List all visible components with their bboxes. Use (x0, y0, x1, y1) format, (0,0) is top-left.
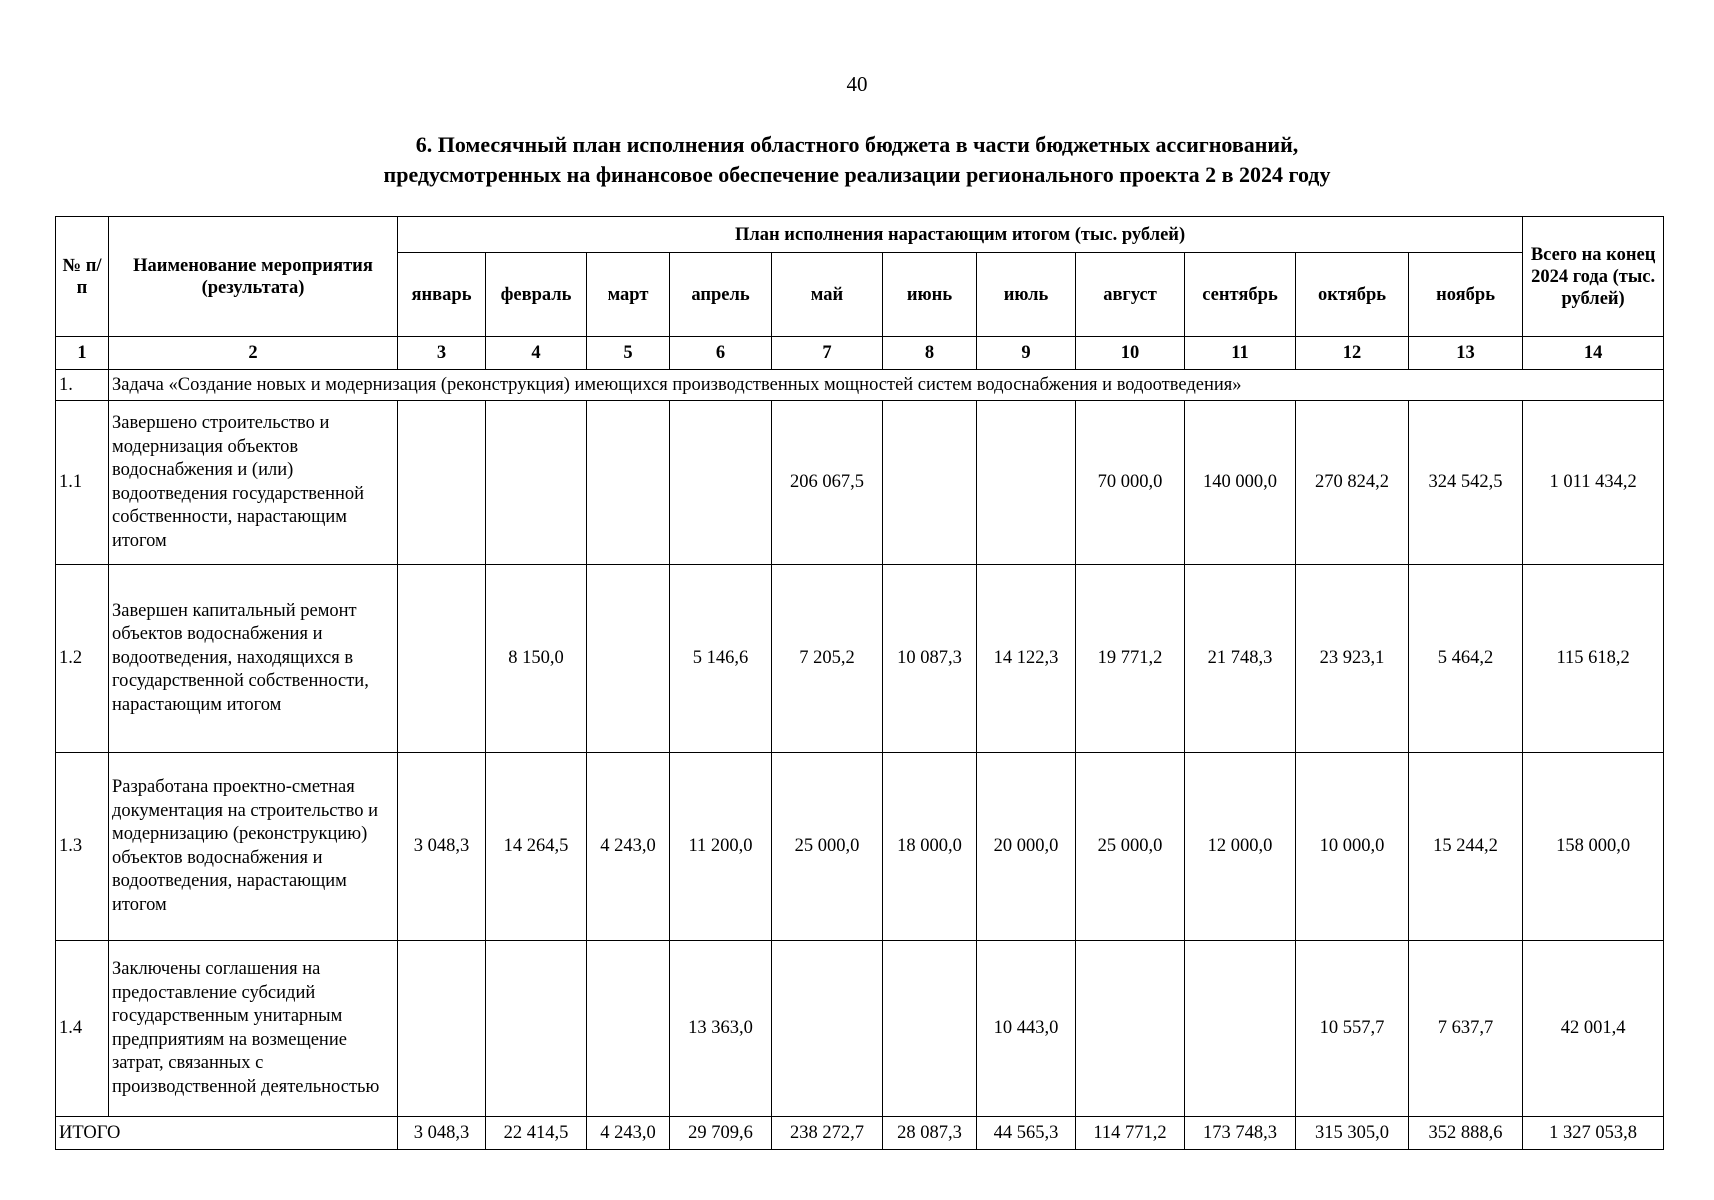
cell-value: 25 000,0 (1076, 753, 1185, 941)
column-number: 11 (1185, 337, 1296, 370)
header-name: Наименование мероприятия (результата) (109, 217, 398, 337)
cell-value: 10 557,7 (1296, 941, 1409, 1117)
header-month: январь (398, 253, 486, 337)
cell-value (486, 401, 587, 565)
title-line-2: предусмотренных на финансовое обеспечение реализации регионального проекта 2 в 2024 году (383, 162, 1331, 187)
cell-value: 18 000,0 (883, 753, 977, 941)
total-value: 22 414,5 (486, 1117, 587, 1150)
total-value: 28 087,3 (883, 1117, 977, 1150)
task-text: Задача «Создание новых и модернизация (реконструкция) имеющихся производственных мощностей систем водоснабжения и водоотведения» (109, 370, 1664, 401)
cell-total: 115 618,2 (1523, 565, 1664, 753)
row-name: Завершен капитальный ремонт объектов водоснабжения и водоотведения, находящихся в государственной собственности, нарастающим итогом (109, 565, 398, 753)
cell-value: 324 542,5 (1409, 401, 1523, 565)
cell-value: 14 122,3 (977, 565, 1076, 753)
header-month: май (772, 253, 883, 337)
header-month: февраль (486, 253, 587, 337)
total-value: 44 565,3 (977, 1117, 1076, 1150)
header-month: июль (977, 253, 1076, 337)
row-name: Заключены соглашения на предоставление субсидий государственным унитарным предприятиям на возмещение затрат, связанных с производственной деятельностью (109, 941, 398, 1117)
header-plan: План исполнения нарастающим итогом (тыс. рублей) (398, 217, 1523, 253)
total-value: 238 272,7 (772, 1117, 883, 1150)
cell-value: 19 771,2 (1076, 565, 1185, 753)
header-month: ноябрь (1409, 253, 1523, 337)
cell-value (670, 401, 772, 565)
cell-value: 14 264,5 (486, 753, 587, 941)
header-total: Всего на конец 2024 года (тыс. рублей) (1523, 217, 1664, 337)
cell-value: 11 200,0 (670, 753, 772, 941)
cell-value (398, 565, 486, 753)
total-value: 315 305,0 (1296, 1117, 1409, 1150)
row-name: Разработана проектно-сметная документация на строительство и модернизацию (реконструкцию) объектов водоснабжения и водоотведения, нарастающим итогом (109, 753, 398, 941)
cell-value: 270 824,2 (1296, 401, 1409, 565)
cell-value: 10 000,0 (1296, 753, 1409, 941)
title-line-1: 6. Помесячный план исполнения областного бюджета в части бюджетных ассигнований, (415, 132, 1299, 157)
total-row (56, 1117, 1664, 1150)
cell-value (883, 941, 977, 1117)
cell-value (977, 401, 1076, 565)
cell-value: 15 244,2 (1409, 753, 1523, 941)
row-num: 1.1 (56, 401, 109, 565)
task-num: 1. (56, 370, 109, 401)
table-row (56, 565, 1664, 753)
cell-value: 7 637,7 (1409, 941, 1523, 1117)
cell-total: 42 001,4 (1523, 941, 1664, 1117)
column-number: 13 (1409, 337, 1523, 370)
header-month: август (1076, 253, 1185, 337)
column-number: 1 (56, 337, 109, 370)
column-number: 7 (772, 337, 883, 370)
cell-value: 206 067,5 (772, 401, 883, 565)
table-row (56, 941, 1664, 1117)
cell-value: 25 000,0 (772, 753, 883, 941)
column-number: 3 (398, 337, 486, 370)
total-value: 29 709,6 (670, 1117, 772, 1150)
cell-value (398, 941, 486, 1117)
cell-value (772, 941, 883, 1117)
total-label: ИТОГО (56, 1117, 398, 1150)
header-month: октябрь (1296, 253, 1409, 337)
cell-value (1185, 941, 1296, 1117)
header-month: сентябрь (1185, 253, 1296, 337)
column-number: 4 (486, 337, 587, 370)
total-value: 4 243,0 (587, 1117, 670, 1150)
column-number: 5 (587, 337, 670, 370)
row-num: 1.2 (56, 565, 109, 753)
cell-value (587, 565, 670, 753)
row-num: 1.3 (56, 753, 109, 941)
cell-value: 3 048,3 (398, 753, 486, 941)
column-number: 10 (1076, 337, 1185, 370)
cell-value: 140 000,0 (1185, 401, 1296, 565)
cell-value (398, 401, 486, 565)
table-row (56, 401, 1664, 565)
total-grand: 1 327 053,8 (1523, 1117, 1664, 1150)
cell-value: 5 464,2 (1409, 565, 1523, 753)
cell-value (883, 401, 977, 565)
cell-total: 158 000,0 (1523, 753, 1664, 941)
cell-total: 1 011 434,2 (1523, 401, 1664, 565)
column-number: 6 (670, 337, 772, 370)
total-value: 114 771,2 (1076, 1117, 1185, 1150)
cell-value: 23 923,1 (1296, 565, 1409, 753)
cell-value: 13 363,0 (670, 941, 772, 1117)
total-value: 3 048,3 (398, 1117, 486, 1150)
total-value: 352 888,6 (1409, 1117, 1523, 1150)
row-num: 1.4 (56, 941, 109, 1117)
cell-value: 4 243,0 (587, 753, 670, 941)
cell-value (587, 401, 670, 565)
cell-value: 21 748,3 (1185, 565, 1296, 753)
cell-value (1076, 941, 1185, 1117)
cell-value (486, 941, 587, 1117)
cell-value: 12 000,0 (1185, 753, 1296, 941)
cell-value: 7 205,2 (772, 565, 883, 753)
task-row (56, 370, 1664, 401)
cell-value: 20 000,0 (977, 753, 1076, 941)
column-number: 9 (977, 337, 1076, 370)
budget-plan-table (55, 216, 1664, 1150)
cell-value: 70 000,0 (1076, 401, 1185, 565)
column-number: 12 (1296, 337, 1409, 370)
total-value: 173 748,3 (1185, 1117, 1296, 1150)
cell-value: 10 443,0 (977, 941, 1076, 1117)
header-month: апрель (670, 253, 772, 337)
table-row (56, 753, 1664, 941)
row-name: Завершено строительство и модернизация объектов водоснабжения и (или) водоотведения государственной собственности, нарастающим итогом (109, 401, 398, 565)
column-number: 14 (1523, 337, 1664, 370)
cell-value: 8 150,0 (486, 565, 587, 753)
column-numbers-row (56, 337, 1664, 370)
header-num: № п/п (56, 217, 109, 337)
column-number: 8 (883, 337, 977, 370)
cell-value: 5 146,6 (670, 565, 772, 753)
page-title (0, 130, 1714, 190)
page-number: 40 (846, 72, 868, 96)
column-number: 2 (109, 337, 398, 370)
header-month: июнь (883, 253, 977, 337)
header-month: март (587, 253, 670, 337)
cell-value (587, 941, 670, 1117)
cell-value: 10 087,3 (883, 565, 977, 753)
